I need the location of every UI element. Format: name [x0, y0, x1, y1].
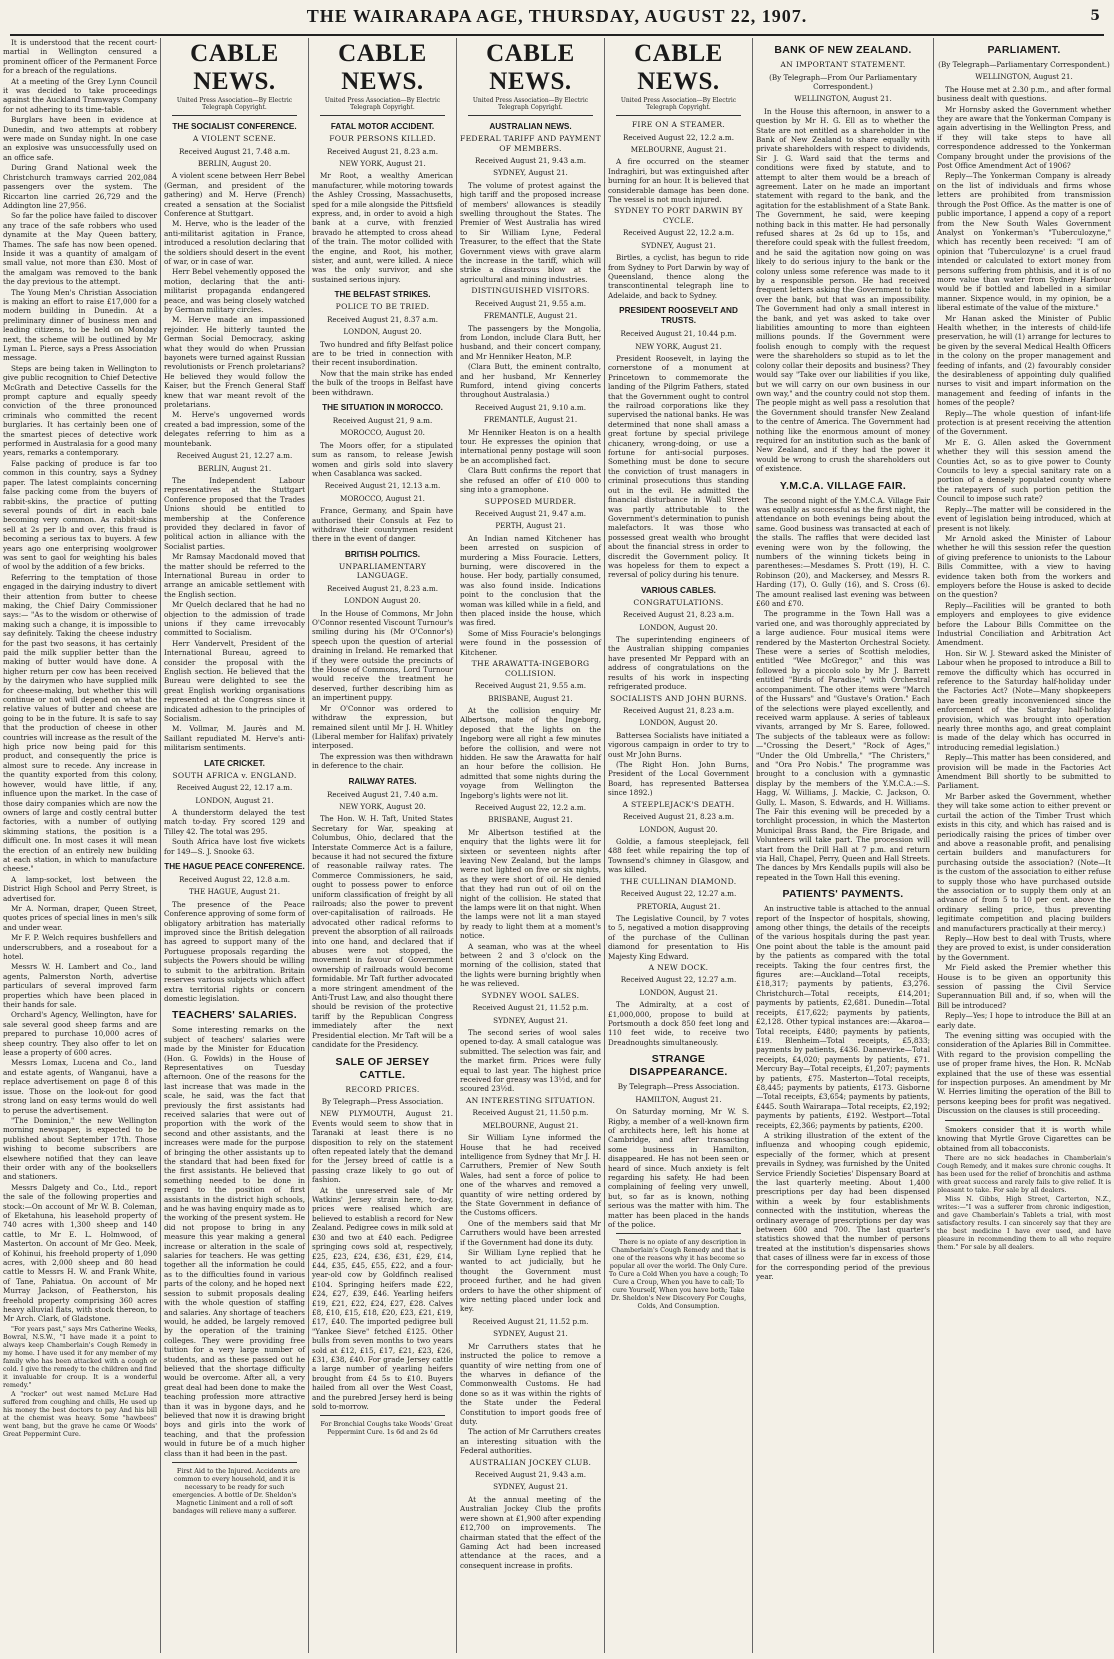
- received-line: Received August 21, 9.43 a.m.: [474, 1470, 587, 1480]
- received-line: Received August 21, 12.13 a.m.: [324, 481, 441, 491]
- paragraph: An Indian named Kitchener has been arrested on suspicion of murdering a Miss Fouracie. Letters, burning, were discovered in the house. Her body, partially consumed, was also found inside. Indications point to the conclusion that the woman was killed while in a field, and then placed inside the house, which was fired.: [460, 533, 601, 628]
- headline: BRITISH POLITICS.: [344, 549, 421, 559]
- divider: [172, 115, 297, 116]
- paragraph: President Roosevelt, in laying the cornerstone of a monument at Princetown to commemorate the landing of the Pilgrim Fathers, stated that the Government ought to control the railroad corporations like they supervised the national banks. He was determined that none shall amass a great fortune by special privilege chicanery, wrong-doing, or use a fortune for anti-social purposes. Something must be done to secure the conviction of trust managers in criminal prosecutions thus standing out in the evil. He admitted the financial disturbance in Wall Street was partly attributable to the Government's determination to punish malefactors. It was those who possessed great wealth who brought about the financial stress in order to discredit the Government policy. It was hopeless for them to expect a reversal of policy during his tenure.: [608, 354, 749, 580]
- divider: [616, 115, 741, 116]
- received-line: Received August 21, 11.50 p.m.: [472, 1108, 589, 1118]
- column-3-cable-news: [308, 38, 456, 1653]
- paragraph: Herr Vandervelt, President of the International Bureau, agreed to consider the proposal with the English section. He believed that the Bureau were delighted to see the great English working organisations represented at the Congress since it indicated adhesion to the principles of Socialism.: [164, 638, 305, 724]
- headline: SALE OF JERSEY CATTLE.: [335, 1055, 430, 1081]
- headline: PATIENTS' PAYMENTS.: [782, 888, 904, 901]
- advertisement: First Aid to the Injured. Accidents are common to every household, and it is necessary to be ready for such emergencies. A bottle of Dr. Sheldon's Magnetic Liniment and a roll of soft bandages will relieve many a sufferer.: [172, 1467, 301, 1515]
- dateline: NEW YORK, August 21.: [339, 158, 426, 168]
- paragraph: Hon. Sir W. J. Steward asked the Minister of Labour when he proposed to introduce a Bill to remove the difficulty which has occurred in reference to the Saturday half-holiday under the Factories Act? (Note—Many shopkeepers have been greatly inconvenienced since the enforcement of the Saturday half-holiday provision, which was brought into operation nearly three months ago, and great complaint is made of the delay which has occurred in introducing remedial legislation.): [937, 648, 1111, 752]
- divider: [320, 1415, 445, 1416]
- paragraph: Mr O'Connor was ordered to withdraw the expression, but remained silent until Mr J. H. Whitley (Liberal member for Halifax) privately interposed.: [312, 703, 453, 751]
- advertisement: There is no opiate of any description in Chamberlain's Cough Remedy and that is one of the reasons why it has become so popular all over the world. The Only Cure. To Cure a Cold When you have a cough; To Cure a Croup, When you have to call; To cure Yourself, When you have both; Take Dr. Sheldon's New Discovery For Coughs, Colds, And Consumption.: [608, 1238, 749, 1311]
- paragraph: NEW PLYMOUTH, August 21. Events would seem to show that in Taranaki at least there is no disposition to rely on the statement often repeated lately that the demand for the Jersey breed of cattle is a passing craze likely to go out of fashion.: [312, 1109, 453, 1185]
- headline: PARLIAMENT.: [987, 44, 1061, 56]
- paragraph: A striking illustration of the extent of the influenza and whooping cough epidemic, especially of the former, which at present prevails in Sydney, was furnished by the United Service Friendly Societies' Dispensary Board at the last quarterly meeting. About 1,400 prescriptions per day had been dispensed within a week by four establishments connected with the institution, whereas the ordinary average of prescriptions per day was between 600 and 700. The last quarter's statistics showed that the number of persons treated at the institution's dispensaries shows that cases of illness were far in excess of those for the corresponding period of the previous year.: [756, 1130, 930, 1282]
- paragraph: The action of Mr Carruthers creates an interesting situation with the Federal authorities.: [460, 1427, 601, 1456]
- masthead: [0, 4, 1114, 38]
- dateline: PERTH, August 21.: [495, 521, 566, 531]
- paragraph: A violent scene between Herr Bebel (German, and president of the gathering) and M. Herve (French) created a sensation at the Socialist Conference at Stuttgart.: [164, 171, 305, 218]
- divider: [172, 1462, 297, 1463]
- received-line: Received August 21, 8.23 a.m.: [326, 583, 439, 593]
- received-line: Received August 21, 11.52 p.m.: [472, 1003, 589, 1013]
- dateline: MOROCCO, August 20.: [340, 428, 425, 438]
- paragraph: A lamp-socket, lost between the District High School and Perry Street, is advertised for.: [3, 874, 157, 903]
- advertisement: For Bronchial Coughs take Woods' Great Peppermint Cure. 1s 6d and 2s 6d: [320, 1420, 453, 1437]
- paragraph: Orchard's Agency, Wellington, have for sale several good sheep farms and are prepared to purchase 10,000 acres of sheep country. They also offer to let on lease a property of 600 acres.: [3, 1010, 157, 1058]
- dateline: SYDNEY, August 21.: [641, 240, 716, 250]
- paragraph: The Young Men's Christian Association is making an effort to raise £17,000 for a modern building in Dunedin. At a preliminary dinner of business men and leading citizens, to be held on Monday next, the scheme will be outlined by Mr Lyman L. Pierce, says a Press Association message.: [3, 287, 157, 363]
- paragraph: The second night of the Y.M.C.A. Village Fair was equally as successful as the first night, the attendance on both evenings being about the same. Good business was transacted at each of the stalls. The raffles that were decided last evening were won by the following, the numbers of the winning tickets being in parentheses:—Mesdames S. Prott (19), H. C. Robinson (20), and Mackersey, and Messrs R. Harding (17), O. Gully (16), and S. Cross (6). The amount realised last evening was between £60 and £70.: [756, 495, 930, 609]
- cable-news-banner: CABLE NEWS.: [190, 40, 279, 95]
- column-7-parliament: [933, 38, 1114, 1653]
- paragraph: The second series of wool sales opened to-day. A small catalogue was submitted. The selection was fair, and the market firm. Prices were fully equal to last year. The highest price received for greasy was 13½d, and for scoured 23½d.: [460, 1028, 601, 1094]
- received-line: Received August 22, 12.2 a.m.: [622, 228, 735, 238]
- subheadline: A VIOLENT SCENE.: [192, 134, 277, 143]
- paragraph: Reply—Facilities will be granted to both employers and employees to give evidence before the Labour Bills Committee on the Industrial Conciliation and Arbitration Act Amendment.: [937, 600, 1111, 648]
- paragraph: Mr Field asked the Premier whether this House is to be given an opportunity this session of passing the Civil Service Superannuation Bill and, if so, when will the Bill be introduced?: [937, 963, 1111, 1010]
- dateline: BERLIN, August 20.: [197, 158, 272, 168]
- headline: VARIOUS CABLES.: [641, 585, 716, 595]
- received-line: Received August 22, 12.27 a.m.: [620, 975, 737, 985]
- subheadline: SUPPOSED MURDER.: [484, 496, 577, 506]
- dateline: FREMANTLE, August 21.: [483, 311, 578, 321]
- paragraph: Burglars have been in evidence at Dunedin, and two attempts at robbery were made on Sunday night. In one case an explosive was unsuccessfully used on an office safe.: [3, 115, 157, 162]
- paragraph: The Independent Labour representatives at the Stuttgart Conference proposed that the Trades Unions should be entitled to membership at the Conference provided they declared in favor of political action in alliance with the Socialist parties.: [164, 475, 305, 551]
- paragraph: Messrs Lomax, Lucena and Co., land and estate agents, of Wanganui, have a replace advertisement on page 8 of this issue. Those on the look-out for good strong land on easy terms would do well to peruse the advertisement.: [3, 1058, 157, 1115]
- paragraph: Mr Root, a wealthy American manufacturer, while motoring towards the Ashley Crossing, Massachusetts, sped for a mile alongside the Pittsfield express, and, in order to avoid a high bank at a curve, with frenzied bravado he attempted to cross ahead of the train. The motor collided with the engine, and Root, his mother, sister, and aunt, were killed. A niece was the only survivor, and she sustained serious injury.: [312, 171, 453, 284]
- paragraph: Mr Henniker Heaton is on a health tour. He expresses the opinion that international penny postage will soon be an accomplished fact.: [460, 427, 601, 465]
- headline: THE SOCIALIST CONFERENCE.: [172, 122, 297, 131]
- headline: TEACHERS' SALARIES.: [172, 1009, 297, 1022]
- dateline: THE HAGUE, August 21.: [188, 887, 280, 897]
- dateline: BRISBANE, August 21.: [488, 693, 573, 703]
- dateline: SYDNEY, August 21.: [493, 1015, 568, 1025]
- column-4-cable-news: [456, 38, 604, 1653]
- paragraph: A seaman, who was at the wheel between 2 and 3 o'clock on the morning of the collision, stated that the lights were burning brightly when he was relieved.: [460, 941, 601, 989]
- paragraph: So far the police have failed to discover any trace of the safe robbers who used dynamite at the May Queen battery, Thames. The safe has now been opened. Inside it was a quantity of amalgam of small value, not more than £30. Most of the amalgam was removed to the bank the day previous to the attempt.: [3, 211, 157, 287]
- divider: [320, 115, 445, 116]
- subheadline: AN IMPORTANT STATEMENT.: [780, 60, 906, 69]
- headline: THE BELFAST STRIKES.: [334, 290, 431, 300]
- subheadline: FOUR PERSONS KILLED.: [329, 134, 436, 143]
- headline: LATE CRICKET.: [204, 758, 265, 768]
- paragraph: The programme in the Town Hall was a varied one, and was thoroughly appreciated by a large audience. Four musical items were rendered by the Masterton Orchestral Society. These were a series of Scottish melodies, entitled "Wee McGregor," and this was followed by a piccolo solo by Mr J. Barrett entitled "Birds of Paradise," with Orchestral accompaniment. The other items were "March of the Hussars" and "Gustave's Oration." Each of the selections were played excellently, and received warm applause. A series of tableaux vivants, arranged by Mr S. Earee, followed. The subjects of the tableaux were as follow:—"Crossing the Desert," "Rock of Ages," "Under the Old Umbrella," "The Christers," and "Ora Pro Nobis." The programme was brought to a conclusion with a gymnastic display by the members of the Y.M.C.A.:—S. Hagg, W. Williams, J. Mackie, C. Jackson, O. Gully, L. Mason, S. Edwards, and H. Williams. The Fair this evening will be preceded by a torchlight procession, in which the Masterton Municipal Brass Band, the Fire Brigade, and Volunteers will take part. The procession will start from the Drill Hall at 7 p.m. and return via Hall, Chapel, Perry, Queen and Hall Streets. The dances by Mrs Kendalls pupils will also be repeated in the Town Hall this evening.: [756, 609, 930, 882]
- headline: STRANGE DISAPPEARANCE.: [629, 1053, 728, 1079]
- received-line: Received August 22, 12.2 a.m.: [622, 132, 735, 142]
- paragraph: The superintending engineers of the Australian shipping companies have presented Mr Peppard with an address of congratulations on the results of his work in inspecting refrigerated produce.: [608, 635, 749, 692]
- received-line: Received August 21, 9.43 a.m.: [474, 156, 587, 165]
- dateline: FREMANTLE, August 21.: [483, 415, 578, 425]
- paragraph: The Hon. W. H. Taft, United States Secretary for War, speaking at Columbus, Ohio, declared that the Interstate Commerce Act is a failure, because it had not secured the fixture of reasonable railway rates. The Commerce Commissioners, he said, ought to possess power to enforce uniform classification of freight by all railroads; also the power to prevent over-capitalisation of railroads. He advocated other radical reforms to prevent the absorption of all railroads into one hand, and declared that if abuses were not stopped, the movement in favour of Government ownership of railroads would become formidable. Mr Taft further advocated a more stringent amendment of the Anti-Trust Law, and also thought there should be revision of the protective tariff by the Republican Congress immediately after the next Presidential election. Mr Taft will be a candidate for the Presidency.: [312, 814, 453, 1050]
- masthead-rule: [10, 34, 1104, 36]
- paragraph: In the House of Commons, Mr John O'Connor resented Viscount Turnour's smiling during his (Mr O'Connor's) speech upon the question of arterial draining in Ireland. He remarked that if they were outside the precincts of the House of Commons, Lord Turnour would receive the treatment he deserved, further describing him as an impertinent puppy.: [312, 608, 453, 703]
- paragraph: The expression was then withdrawn in deference to the chair.: [312, 751, 453, 771]
- paragraph: At a meeting of the Grey Lynn Council it was decided to take proceedings against the Auckland Tramways Company for not adhering to its time-table.: [3, 76, 157, 114]
- dateline: BRISBANE, August 21.: [488, 815, 573, 825]
- paragraph: Sir William Lyne informed the House that he had received intelligence from Sydney that Mr J. H. Carruthers, Premier of New South Wales, had sent a force of police to one of the wharves and removed a quantity of wire netting ordered by the State Government in defiance of the Customs officers.: [460, 1133, 601, 1218]
- dateline: SYDNEY, August 21.: [493, 1482, 568, 1492]
- paragraph: Sir William Lyne replied that he wanted to act judicially, but he thought the Government must proceed further, and he had given orders to have the other shipment of wire netting placed under lock and key.: [460, 1248, 601, 1314]
- paragraph: In the House this afternoon, in answer to a question by Mr H. G. Ell as to whether the State are not entitled as a shareholder in the Bank of New Zealand to share equally with private shareholders with respect to dividends, Sir J. G. Ward said that the terms and conditions were fixed by statute, and to attempt to alter them would be a breach of agreement. Later on he made an important statement with regard to the bank, and the agitation for the establishment of a State Bank. The Government, he said, were keeping nothing back in this matter. He had personally refused shares at 2s 6d up to 15s, and therefore could speak with the fullest freedom, and he said the agitation now going on was likely to do serious injury to the bank or the colony unless some reference was made to it by a responsible person. He had received frequent letters asking the Government to take over the bank, but that was an impossibility. The Government had only a small interest in the bank, and yet was asked to take over liabilities amounting to more than eighteen millions pounds. If the Government were foolish enough to comply with the request were the shareholders so stupid as to let the colony collar their deposits and business? They would say "Take over our liabilities if you like, but we will carry on our own business in our own way," and the country could not stop them. The people might as well pass a resolution that the Government should transfer New Zealand to the centre of America. The Government had nothing like the enormous amount of money required for an institution such as the bank of New Zealand, and if they had the power it would be wrong to crush the shareholders out of existence.: [756, 106, 930, 474]
- paragraph: Battersea Socialists have initiated a vigorous campaign in order to try to oust Mr John Burns.: [608, 730, 749, 759]
- received-line: Received August 22, 12.17 a.m.: [176, 783, 293, 793]
- dateline: LONDON, August 20.: [639, 622, 718, 632]
- dateline: WELLINGTON, August 21.: [975, 72, 1073, 82]
- received-line: Received August 22, 12.2 a.m.: [474, 802, 587, 812]
- subheadline: A STEEPLEJACK'S DEATH.: [622, 799, 735, 809]
- paragraph: M. Herve, who is the leader of the anti-militarist agitation in France, introduced a resolution declaring that the soldiers should desert in the event of war, or in case of war.: [164, 219, 305, 266]
- paragraph: During Grand National week the Christchurch tramways carried 202,084 passengers over the system. The Riccarton line carried 26,729 and the Addington line 27,956.: [3, 163, 157, 210]
- received-line: Received August 21, 9.47 a.m.: [474, 509, 587, 518]
- paragraph: The passengers by the Mongolia, from London, include Clara Butt, her husband, and their concert company, and Mr Henniker Heaton, M.P.: [460, 323, 601, 361]
- paragraph: Mr A. Norman, draper, Queen Street, quotes prices of special lines in men's silk and under wear.: [3, 903, 157, 932]
- credit-line: United Press Association—By Electric Telegraph Copyright.: [472, 97, 589, 111]
- subheadline: DISTINGUISHED VISITORS.: [471, 286, 590, 296]
- received-line: Received August 21, 7.48 a.m.: [178, 146, 291, 156]
- subheadline: AN INTERESTING SITUATION.: [465, 1095, 596, 1105]
- paragraph: The Legislative Council, by 7 votes to 5, negatived a motion disapproving of the purchase of the Cullinan diamond for presentation to His Majesty King Edward.: [608, 913, 749, 961]
- subheadline: FIRE ON A STEAMER.: [631, 120, 726, 129]
- column-2-cable-news: [160, 38, 308, 1653]
- received-line: Received August 21, 8.23 a.m.: [622, 706, 735, 715]
- subheadline: SOCIALISTS AND JOHN BURNS.: [610, 693, 747, 703]
- dateline: MELBOURNE, August 21.: [482, 1120, 579, 1130]
- paragraph: An instructive table is attached to the annual report of the Inspector of hospitals, showing, among other things, the details of the receipts of the various hospitals during the past year. One point about the table is the amount paid by the patients as compared with the total receipts. Taking the four centres first, the figures are:—Auckland—Total receipts, £18,317; payments by patients, £3,276. Christchurch—Total receipts, £14,201; payments by patients, £2,681. Dunedin—Total receipts, £17,622; payments by patients, £2,128. Other typical instances are:—Akaroa—Total receipts, £480; payments by patients, £19. Blenheim—Total receipts, £5,833; payments by patients, £436. Dannevirke—Total receipts, £4,020; payments by patients, £71. Mercury Bay—Total receipts, £1,207; payments by patients, £75. Masterton—Total receipts, £8,445; payments by patients, £173. Gisborne—Total receipts, £3,654; payments by patients, £445. South Wairarapa—Total receipts, £2,192; payments by patients, £192. Westport—Total receipts, £2,366; payments by patients, £200.: [756, 904, 930, 1130]
- subheadline: AUSTRALIAN JOCKEY CLUB.: [469, 1457, 592, 1467]
- dateline: LONDON, August 21.: [639, 987, 718, 997]
- dateline: LONDON, August 20.: [343, 327, 422, 337]
- cable-news-banner: CABLE NEWS.: [338, 40, 427, 95]
- paragraph: (Clara Butt, the eminent contralto, and her husband, Mr Kennerley Rumford, intend giving concerts throughout Australasia.): [460, 362, 601, 400]
- advertisement: "For years past," says Mrs Catherine Weeks, Bowral, N.S.W., "I have made it a point to always keep Chamberlain's Cough Remedy in my home. I have used it for any member of my family who has been attacked with a cough or cold. I give the remedy to the children and find it invaluable for croup. It is a wonderful remedy.": [3, 1324, 157, 1389]
- column-6-bank-ymca-patients: [752, 38, 933, 1653]
- dateline: MOROCCO, August 21.: [340, 493, 425, 503]
- paragraph: Reply—Yes; I hope to introduce the Bill at an early date.: [937, 1011, 1111, 1030]
- subheadline: POLICE TO BE TRIED.: [335, 302, 430, 312]
- paragraph: The House met at 2.30 p.m., and after formal business dealt with questions.: [937, 84, 1111, 104]
- credit-line: (By Telegraph—From Our Parliamentary Correspondent.): [769, 72, 917, 91]
- credit-line: United Press Association—By Electric Telegraph Copyright.: [176, 97, 293, 111]
- received-line: Received August 21, 8.23 a.m.: [622, 610, 735, 620]
- paragraph: Mr E. G. Allen asked the Government whether they will this session amend the Counties Act, so as to give power to County Councils to levy a special sanitary rate on a portion of a densely populated county where the ratepayers of such portion petition the Council to impose such rate?: [937, 437, 1111, 504]
- paragraph: The Admiralty, at a cost of £1,000,000, propose to build at Portsmouth a dock 850 feet long and 110 feet wide, to receive two Dreadnoughts simultaneously.: [608, 1000, 749, 1047]
- dateline: LONDON, August 21.: [195, 795, 274, 805]
- paragraph: Herr Bebel vehemently opposed the motion, declaring that the anti-militarist propaganda endangered peace, and was being closely watched by German military circles.: [164, 267, 305, 314]
- received-line: Received August 22, 12.27 a.m.: [620, 889, 737, 899]
- paragraph: (The Right Hon. John Burns, President of the Local Government Board, has represented Battersea since 1892.): [608, 760, 749, 798]
- paragraph: Reply—The Yonkerman Company is already on the list of individuals and firms whose letters are prohibited from transmission through the Post Office. As the matter is one of public importance, I append a copy of a report from the New South Wales Government Analyst on Yonkerman's "Tuberculozyne," which has recently been received: "I am of opinion that 'Tuberculozyne' is a cruel fraud intended or calculated to extort money from persons suffering from phthisis, and it is of no more value than water from Sydney Harbour would be if bottled and labelled in a similar manner. Sixpence would, in my opinion, be a liberal estimate of the value of the mixture.": [937, 171, 1111, 313]
- paragraph: Mr Hanan asked the Minister of Public Health whether, in the interests of child-life preservation, he will (1) arrange for lectures to be given by the several Medical Health Officers in the colony on the proper management and feeding of infants, and (2) favourably consider the desirableness of appointing duly qualified nurses to visit and impart information on the management and feeding of infants in the homes of the people?: [937, 313, 1111, 408]
- subheadline: CONGRATULATIONS.: [633, 597, 724, 607]
- received-line: Received August 21, 9.10 a.m.: [474, 402, 587, 412]
- paragraph: A fire occurred on the steamer Indraghiri, but was extinguished after burning for an hour. It is believed that considerable damage has been done. The vessel is not much injured.: [608, 157, 749, 204]
- received-line: Received August 21, 8.23 a.m.: [326, 146, 439, 156]
- page-number: 5: [1090, 8, 1100, 24]
- paragraph: Birtles, a cyclist, has begun to ride from Sydney to Port Darwin by way of Queensland, thence along the transcontinental telegraph line to Adelaide, and back to Sydney.: [608, 253, 749, 300]
- divider: [945, 1120, 1103, 1121]
- paragraph: "The Dominion," the new Wellington morning newspaper, is expected to be published about September 17th. Those wishing to become subscribers are elsewhere notified that they can leave their order with any of the booksellers and stationers.: [3, 1115, 157, 1182]
- paragraph: Mr Arnold asked the Minister of Labour whether he will this session refer the question of giving preference to unionists to the Labour Bills Committee, with a view to having evidence taken both from the workers and employers before the House is asked to decide on the question?: [937, 533, 1111, 600]
- received-line: Received August 21, 7.40 a.m.: [326, 789, 439, 799]
- paragraph: Messrs W. H. Lambert and Co., land agents, Palmerston North, advertise particulars of several improved farm properties which have been placed in their hands for sale.: [3, 962, 157, 1010]
- paragraph: Mr Albertson testified at the enquiry that the lights were lit for sixteen or seventeen nights after leaving New Zealand, but the lamps were not lighted on five or six nights, as they were short of oil. He denied that they had run out of oil on the night of the collision. He stated that the lamps were lit on that night. When the lamps were not lit a man stayed by ready to light them at a moment's notice.: [460, 827, 601, 941]
- columns: [0, 38, 1114, 1653]
- dateline: LONDON, August 20.: [639, 718, 718, 728]
- dateline: HAMILTON, August 21.: [635, 1094, 722, 1104]
- dateline: MELBOURNE, August 21.: [630, 144, 727, 154]
- paragraph: It is understood that the recent court-martial in Wellington censured a prominent officer of the Permanent Force for a breach of the regulations.: [3, 38, 157, 76]
- paragraph: Mr Barber asked the Government, whether they will take some action to either prevent or curtail the action of the Timber Trust which exists in this city, and which has raised and is periodically raising the prices of timber over and above a reasonable profit, and penalising certain builders and manufacturers for purchasing outside the association? (Note—It is the custom of the association to either refuse to supply those who have purchased outside the association or to supply them only at an advance of from 5 to 10 per cent. above the ordinary selling price, thus preventing legitimate competition and placing builders and manufacturers practically at their mercy.): [937, 791, 1111, 933]
- paragraph: Reply—The matter will be considered in the event of legislation being introduced, which at present is not likely.: [937, 504, 1111, 533]
- dateline: PRETORIA, August 21.: [636, 901, 721, 911]
- paragraph: South Africa have lost five wickets for 149—S. J. Snooke 63.: [164, 837, 305, 856]
- subheadline: UNPARLIAMENTARY LANGUAGE.: [338, 561, 427, 581]
- received-line: Received August 21, 12.27 a.m.: [176, 451, 293, 461]
- dateline: SYDNEY, August 21.: [493, 1329, 568, 1339]
- paragraph: The evening sitting was occupied with the consideration of the Aplaries Bill in Committee. With regard to the provision compelling the use of proper frame hives, the Hon. R. McNab explained that the use of these was essential for inspection purposes. An amendment by Mr W. Herries limiting the operation of the Bill to persons keeping bees for profit was negatived. Discussion on the clauses is still proceeding.: [937, 1031, 1111, 1116]
- paragraph: Smokers consider that it is worth while knowing that Myrtle Grove Cigarettes can be obtained from all tobacconists.: [937, 1124, 1111, 1153]
- headline: Y.M.C.A. VILLAGE FAIR.: [779, 479, 907, 492]
- credit-line: (By Telegraph—Parliamentary Correspondent.): [938, 60, 1110, 69]
- credit-line: By Telegraph—Press Association.: [617, 1082, 740, 1092]
- paragraph: The volume of protest against the high tariff and the proposed increase of members' allowances is steadily swelling throughout the States. The Premier of West Australia has wired to Sir William Lyne, Federal Treasurer, to the effect that the State Government views with grave alarm the increase in the tariff, which will strike a disastrous blow at the agricultural and mining industries.: [460, 180, 601, 284]
- headline: BANK OF NEW ZEALAND.: [774, 44, 912, 56]
- paragraph: Mr Ramsay Macdonald moved that the matter should be referred to the International Bureau in order to arrange an amicable settlement with the English section.: [164, 552, 305, 599]
- subheadline: RECORD PRICES.: [345, 1084, 420, 1094]
- subheadline: THE CULLINAN DIAMOND.: [620, 876, 737, 886]
- column-5-cable-news: [604, 38, 752, 1653]
- credit-line: United Press Association—By Electric Telegraph Copyright.: [324, 97, 441, 111]
- dateline: LONDON August 20.: [344, 596, 421, 606]
- subheadline: SOUTH AFRICA v. ENGLAND.: [172, 770, 297, 780]
- headline: PRESIDENT ROOSEVELT AND TRUSTS.: [619, 306, 738, 326]
- paragraph: France, Germany, and Spain have authorised their Consuls at Fez to withdraw their countrymen resident there in the event of danger.: [312, 506, 453, 544]
- headline: FATAL MOTOR ACCIDENT.: [330, 122, 435, 131]
- credit-line: By Telegraph—Press Association.: [321, 1097, 444, 1106]
- subheadline: THE ARAWATTA-INGEBORG COLLISION.: [471, 659, 590, 678]
- received-line: Received August 21, 8.23 a.m.: [622, 812, 735, 822]
- dateline: LONDON, August 20.: [639, 824, 718, 834]
- received-line: Received August 21, 9.55 a.m.: [474, 298, 587, 308]
- divider: [468, 115, 593, 116]
- paragraph: On Saturday morning, Mr W. S. Rigby, a member of a well-known firm of architects here, left his home at Cambridge, and after transacting some business in Hamilton, disappeared. He has not been seen or heard of since. Much anxiety is felt regarding his safety. He had been complaining of feeling very unwell, but, so far as is known, nothing serious was the matter with him. The matter has been placed in the hands of the police.: [608, 1107, 749, 1229]
- paragraph: M. Vollmar, M. Jaurès and M. Saillant repudiated M. Herve's anti-militarism sentiments.: [164, 724, 305, 753]
- headline: THE SITUATION IN MOROCCO.: [322, 402, 443, 412]
- paragraph: Referring to the temptation of those engaged in the dairying industry to divert their attention from butter to cheese making, the Chief Dairy Commissioner says:— "As to the wisdom or otherwise of making such a change, it is impossible to say definitely. Taking the cheese industry for the past two seasons, it has certainly paid the milk supplier better than the making of butter would have done. A higher return per cow has been received by the dairymen who have supplied milk for cheese-making, but whether this will continue or not will depend on what the relative values of butter and cheese are going to be in the future. It is safe to say that the production of cheese in other countries will increase as the result of the high price now being paid for this product, and consequently the price is almost sure to recede. Any increase in the quantity exported from this colony, however, would have little, if any, influence upon the market. In the case of those dairy companies which are now the owners of large and costly central butter factories, with a number of outlying skimming stations, the position is a difficult one. In most cases it will mean the erection of an entirely new building at each station, in which to manufacture cheese.": [3, 572, 157, 874]
- paragraph: False packing of produce is far too common in this country, says a Sydney paper. The latest complaints concerning false packing come from the buyers of rabbit-skins, the practice of putting several pounds of dirt in each bale becoming very common. As rabbit-skins sell at 2s per lb and over, this fraud is becoming a serious tax to buyers. A few years ago one enterprising woolgrower was sent to gaol for weighting his bales of wool by the addition of a few bricks.: [3, 458, 157, 572]
- dateline: NEW YORK, August 20.: [339, 801, 426, 811]
- headline: RAILWAY RATES.: [348, 776, 417, 786]
- paragraph: At the collision enquiry Mr Albertson, mate of the Ingeborg, deposed that the lights on the Ingeborg were all right a few minutes before the collision, and were not hidden. He saw the Arawatta for half an hour before the collision. He admitted that some nights during the voyage from Wellington the Ingeborg's lights were not lit.: [460, 705, 601, 800]
- paragraph: M. Herve made an impassioned rejoinder. He bitterly taunted the German Social Democracy, asking what they would do when Prussian bayonets were turned against Russian revolutionists or French proletarians? He believed they would follow the Kaiser, but the French General Staff knew that war meant revolt of the proletarians.: [164, 315, 305, 410]
- received-line: Received August 21, 10.44 p.m.: [620, 329, 737, 339]
- paragraph: The presence of the Peace Conference approving of some form of obligatory arbitration has materially improved since the British delegation has agreed to support many of the Portuguese proposals regarding the subjects the Powers should be willing to submit to the arbitration. Britain reserves various subjects which affect extra territorial rights or concern domestic legislation.: [164, 899, 305, 1003]
- subheadline: SYDNEY WOOL SALES.: [481, 990, 580, 1000]
- divider: [616, 1233, 741, 1234]
- subheadline: A NEW DOCK.: [648, 962, 709, 972]
- paragraph: Mr Quelch declared that he had no objection to the admission of trade unions if they came irrevocably committed to Socialism.: [164, 600, 305, 638]
- paragraph: The Moors offer, for a stipulated sum as ransom, to release Jewish women and girls sold into slavery when Casablanca was sacked.: [312, 440, 453, 478]
- column-1-local-news: [0, 38, 160, 1653]
- paragraph: Reply—This matter has been considered, and provision will be made in the Factories Act Amendment Bill shortly to be submitted to Parliament.: [937, 753, 1111, 791]
- headline: AUSTRALIAN NEWS.: [489, 122, 572, 131]
- paragraph: Now that the main strike has ended the bulk of the troops in Belfast have been withdrawn.: [312, 368, 453, 397]
- paragraph: At the unreserved sale of Mr Watkins' Jersey strain here, to-day, prices were realised which are believed to establish a record for New Zealand. Pedigree cows in milk sold at £30 and two at £40 each. Pedigree springing cows sold at, respectively, £25, £23, £24, £36, £31, £29, £14, £44, £35, £45, £55, £22, and a four-year-old cow by Goldfinch realised £104. Springing heifers made £22, £24, £27, £39, £46. Yearling heifers £19, £21, £22, £24, £27, £28. Calves £8, £10, £15, £18, £20, £23, £21, £19, £17, £40. The imported pedigree bull "Yankee Sieve" fetched £125. Other bulls from seven months to two years sold at £12, £15, £17, £21, £23, £26, £31, £38, £40. For grade Jersey cattle a large number of yearling heifers brought from £4 5s to £10. Buyers hailed from all over the West Coast, and the purebred Jersey herd is being sold to-morrow.: [312, 1185, 453, 1411]
- paragraph: Reply—How best to deal with Trusts, where they are proved to exist, is under consideration by the Government.: [937, 933, 1111, 962]
- paragraph: Reply—The whole question of infant-life protection is at present receiving the attention of the Government.: [937, 408, 1111, 437]
- paragraph: Some of Miss Fouracie's belongings were found in the possession of Kitchener.: [460, 628, 601, 657]
- dateline: SYDNEY, August 21.: [493, 168, 568, 178]
- paragraph: Clara Butt confirms the report that she refused an offer of £10 000 to sing into a gramophone.: [460, 466, 601, 495]
- paragraph: Mr Hornsby asked the Government whether they are aware that the Yonkerman Company is again advertising in the Wellington Press, and if they will take steps to have all correspondence addressed to the Yonkerman Company brought under the provisions of the Post Office Amendment Act of 1906?: [937, 104, 1111, 171]
- paragraph: One of the members said that Mr Carruthers would have been arrested if the Government had done its duty.: [460, 1218, 601, 1247]
- paragraph: Mr Carruthers states that he instructed the police to remove a quantity of wire netting from one of the wharves in defiance of the Commonwealth Customs. He had done so as it was within the rights of the State under the Federal Constitution to import goods free of duty.: [460, 1341, 601, 1426]
- advertisement: There are no sick headaches in Chamberlain's Cough Remedy, and it makes sure chronic coughs. It has been used for the relief of bronchitis and asthma with great success and rarely fails to give relief. It is pleasant to take. For sale by all dealers.: [937, 1153, 1111, 1194]
- subheadline: SYDNEY TO PORT DARWIN BY CYCLE.: [614, 206, 743, 225]
- paragraph: Goldie, a famous steeplejack, fell 488 feet while repairing the top of Townsend's chimney in Glasgow, and was killed.: [608, 836, 749, 875]
- dateline: BERLIN, August 21.: [197, 463, 272, 473]
- received-line: Received August 22, 12.8 a.m.: [178, 875, 291, 885]
- cable-news-banner: CABLE NEWS.: [486, 40, 575, 95]
- advertisement: A "rocker" out west named McLure Had suffered from coughing and chills, He used up his money the best doctors to pay And his bill at the chemist was heavy. Some "hawbees" went bang, but the grave he came Of Woods' Great Peppermint Cure.: [3, 1389, 157, 1438]
- subheadline: FEDERAL TARIFF AND PAYMENT OF MEMBERS.: [460, 134, 601, 153]
- dateline: NEW YORK, August 21.: [635, 341, 722, 351]
- headline: THE HAGUE PEACE CONFERENCE.: [164, 862, 305, 872]
- paragraph: At the annual meeting of the Australian Jockey Club the profits were shown at £1,900 after expending £12,700 on improvements. The chairman stated that the effect of the Gaming Act had been increased attendance at the races, and a consequent increase in profits.: [460, 1494, 601, 1570]
- cable-news-banner: CABLE NEWS.: [634, 40, 723, 95]
- received-line: Received August 21, 8.37 a.m.: [326, 314, 439, 324]
- paragraph: Some interesting remarks on the subject of teachers' salaries were made by the Minister for Education (Hon. G. Fowlds) in the House of Representatives on Tuesday afternoon. One of the reasons for the last increase that was made in the scale, he said, was the fact that previously the first assistants had received salaries that were out of proportion with the work of the second and other assistants, and the increases were made for the purpose of bringing the other assistants up to the standard that had been fixed for the first assistants. He believed that something needed to be done in regard to the position of first assistants in the district high schools, and he was having enquiry made as to the working of the present system. He did not propose to bring in any measure this year making a general increase or alteration in the scale of salaries for teachers. He was getting together all the information he could as to the difficulties found in various parts of the colony, and he hoped next session to submit proposals dealing with the whole question of staffing and salaries. Any shortage of teachers would, he added, be largely removed by the operation of the training colleges. They were providing free tuition for a very large number of students, and as these passed out he believed that the shortage difficulty would be overcome. After all, a very great deal had been done to make the teaching profession more attractive than it was in bygone days, and he believed that now it is drawing bright boys and girls into the work of teaching, and that the profession would in future be of a much higher class than it had been in the past.: [164, 1025, 305, 1458]
- paragraph: Two hundred and fifty Belfast police are to be tried in connection with their recent insubordination.: [312, 339, 453, 368]
- paragraph: Messrs Dalgety and Co., Ltd., report the sale of the following properties and stock:—On account of Mr W. B. Coleman, of Eketahuna, his leasehold property of 740 acres with 1,300 sheep and 140 cattle, to Mr E. L. Holmwood, of Masterton. On account of Mr Geo. Meek, of Kohinui, his freehold property of 1,090 acres, with 2,000 sheep and 80 head cattle to Messrs H. W. and Frank White, of Tane, Pahiatua. On account of Mr Murray Jackson, of Featherston, his freehold property comprising 360 acres heavy alluvial flats, with stock thereon, to Mr Arch. Clark, of Gladstone.: [3, 1182, 157, 1324]
- credit-line: United Press Association—By Electric Telegraph Copyright.: [620, 97, 737, 111]
- paragraph: Mr F. P. Welch requires bushfellers and underscrubbers, and a roseabout for a hotel.: [3, 933, 157, 961]
- paragraph: A thunderstorm delayed the test match to-day. Fry scored 129 and Tilley 42. The total was 295.: [164, 808, 305, 836]
- masthead-title: THE WAIRARAPA AGE, THURSDAY, AUGUST 22, 1907.: [306, 6, 808, 26]
- received-line: Received August 21, 9 a.m.: [332, 415, 433, 425]
- paragraph: M. Herve's ungoverned words created a bad impression, some of the delegates referring to him as a mountebank.: [164, 410, 305, 448]
- received-line: Received August 21, 11.52 p.m.: [472, 1316, 589, 1326]
- dateline: WELLINGTON, August 21.: [794, 94, 892, 104]
- advertisement: Miss N. Gibbs, High Street, Carterton, N.Z., writes:—"I was a sufferer from chronic indigestion, and gave Chamberlain's Tablets a trial, with most satisfactory results. I can sincerely say that they are the best medicine I have ever used, and have pleasure in recommending them to all who require them." For sale by all dealers.: [937, 1194, 1111, 1251]
- received-line: Received August 21, 9.55 a.m.: [474, 681, 587, 691]
- paragraph: Steps are being taken in Wellington to give public recognition to Chief Detective McGrath and Detective Cassells for the prompt capture and equally speedy conviction of the three pronounced criminals who committed the recent burglaries. It has certainly been one of the smartest pieces of detective work performed in Australasia for a good many years, remarks a contemporary.: [3, 363, 157, 458]
